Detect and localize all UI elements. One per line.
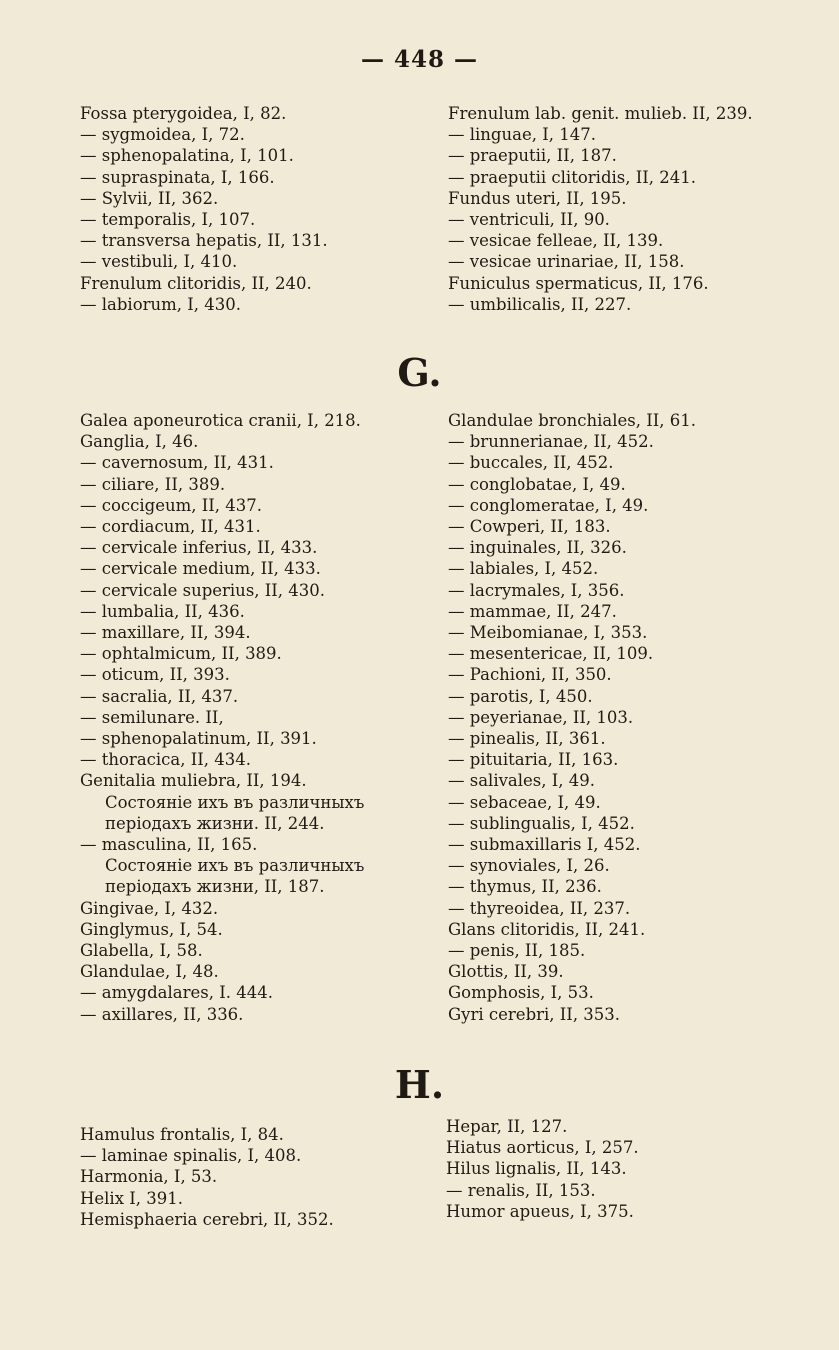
index-entry: — lumbalia, II, 436. [80,601,245,621]
index-entry: — laminae spinalis, I, 408. [80,1146,302,1166]
index-entry: — praeputii, II, 187. [448,146,617,166]
index-entry: — penis, II, 185. [448,941,586,961]
index-entry: Ginglymus, I, 54. [80,919,223,939]
index-entry: — thymus, II, 236. [448,877,602,897]
index-entry: Glottis, II, 39. [448,962,564,982]
index-entry: — linguae, I, 147. [448,125,596,145]
index-column-g-right [448,410,696,1025]
index-entry: Humor apueus, I, 375. [446,1201,634,1221]
index-entry: — umbilicalis, II, 227. [448,294,632,314]
index-entry: — mammae, II, 247. [448,601,617,621]
index-entry: — cordiacum, II, 431. [80,517,261,537]
index-entry: Harmonia, I, 53. [80,1167,218,1187]
index-entry: — buccales, II, 452. [448,453,614,473]
index-entry: — coccigeum, II, 437. [80,495,263,515]
index-entry: Glandulae bronchiales, II, 61. [448,411,696,430]
index-entry: — cervicale superius, II, 430. [80,580,326,600]
index-entry: — vesicae urinariae, II, 158. [448,252,685,272]
index-column-h-right [446,1116,639,1222]
index-entry: Frenulum lab. genit. mulieb. II, 239. [448,104,753,123]
index-entry: Hamulus frontalis, I, 84. [80,1125,284,1144]
index-column-h-left [80,1124,334,1230]
index-entry: — supraspinata, I, 166. [80,167,275,187]
index-entry: Gyri cerebri, II, 353. [448,1004,621,1024]
index-entry: — parotis, I, 450. [448,686,593,706]
index-entry: — praeputii clitoridis, II, 241. [448,167,696,187]
index-entry: — axillares, II, 336. [80,1004,244,1024]
index-entry: — labiorum, I, 430. [80,294,242,314]
index-entry: — brunnerianae, II, 452. [448,432,654,452]
index-entry: — cavernosum, II, 431. [80,453,274,473]
index-entry: Glabella, I, 58. [80,941,203,961]
index-entry: — submaxillaris I, 452. [448,835,641,855]
index-entry: — pituitaria, II, 163. [448,750,619,770]
index-column-f-right [448,103,753,315]
index-entry: — salivales, I, 49. [448,771,596,791]
index-column-f-left [80,103,328,315]
index-subentry: Состояніе ихъ въ различныхъ періодахъ жизни. II, 244. [105,792,365,833]
index-entry: — amygdalares, I. 444. [80,983,273,1003]
index-entry: — conglobatae, I, 49. [448,474,626,494]
index-entry: — semilunare. II, [80,707,224,727]
index-entry: — thyreoidea, II, 237. [448,898,631,918]
index-entry: — sphenopalatina, I, 101. [80,146,294,166]
index-entry: Gomphosis, I, 53. [448,983,594,1003]
index-entry: Hilus lignalis, II, 143. [446,1159,627,1179]
index-entry: — Cowperi, II, 183. [448,517,611,537]
index-entry: Helix I, 391. [80,1188,184,1208]
index-entry: — masculina, II, 165. [80,835,258,855]
index-entry: Frenulum clitoridis, II, 240. [80,273,312,293]
index-entry: — sebaceae, I, 49. [448,792,601,812]
index-entry: — mesentericae, II, 109. [448,644,654,664]
page-number: — 448 — [360,46,479,73]
index-column-g-left [80,410,450,1025]
index-entry: — sygmoidea, I, 72. [80,125,245,145]
index-entry: Hepar, II, 127. [446,1117,568,1136]
section-letter-h: H. [394,1062,445,1107]
index-entry: — thoracica, II, 434. [80,750,252,770]
index-entry: — cervicale medium, II, 433. [80,559,321,579]
index-entry: — conglomeratae, I, 49. [448,495,649,515]
index-entry: Fundus uteri, II, 195. [448,188,627,208]
index-entry: Hiatus aorticus, I, 257. [446,1138,639,1158]
index-entry: — temporalis, I, 107. [80,210,256,230]
index-entry: Glandulae, I, 48. [80,962,219,982]
index-entry: — sacralia, II, 437. [80,686,239,706]
index-entry: — peyerianae, II, 103. [448,707,634,727]
index-entry: — Meibomianae, I, 353. [448,623,648,643]
index-entry: — synoviales, I, 26. [448,856,610,876]
section-letter-g: G. [397,350,442,395]
index-entry: — sublingualis, I, 452. [448,813,635,833]
index-entry: — vestibuli, I, 410. [80,252,238,272]
index-entry: — Pachioni, II, 350. [448,665,612,685]
index-entry: Hemisphaeria cerebri, II, 352. [80,1209,334,1229]
index-entry: Galea aponeurotica cranii, I, 218. [80,411,361,430]
index-entry: Glans clitoridis, II, 241. [448,919,646,939]
index-entry: — pinealis, II, 361. [448,729,606,749]
index-entry: — renalis, II, 153. [446,1180,596,1200]
index-entry: — oticum, II, 393. [80,665,230,685]
index-entry: — vesicae felleae, II, 139. [448,231,664,251]
index-entry: Genitalia muliebra, II, 194. [80,771,307,791]
index-entry: Funiculus spermaticus, II, 176. [448,273,709,293]
index-entry: — ciliare, II, 389. [80,474,226,494]
index-entry: — lacrymales, I, 356. [448,580,625,600]
index-entry: — transversa hepatis, II, 131. [80,231,328,251]
index-entry: — ophtalmicum, II, 389. [80,644,282,664]
index-entry: — ventriculi, II, 90. [448,210,610,230]
index-entry: — labiales, I, 452. [448,559,599,579]
index-entry: Gingivae, I, 432. [80,898,219,918]
index-subentry: Состояніе ихъ въ различныхъ періодахъ жизни, II, 187. [105,856,365,897]
index-entry: — cervicale inferius, II, 433. [80,538,318,558]
index-entry: — Sylvii, II, 362. [80,188,219,208]
index-entry: — inguinales, II, 326. [448,538,627,558]
index-entry: — maxillare, II, 394. [80,623,251,643]
index-entry: — sphenopalatinum, II, 391. [80,729,317,749]
index-entry: Ganglia, I, 46. [80,432,199,452]
index-entry: Fossa pterygoidea, I, 82. [80,104,287,123]
